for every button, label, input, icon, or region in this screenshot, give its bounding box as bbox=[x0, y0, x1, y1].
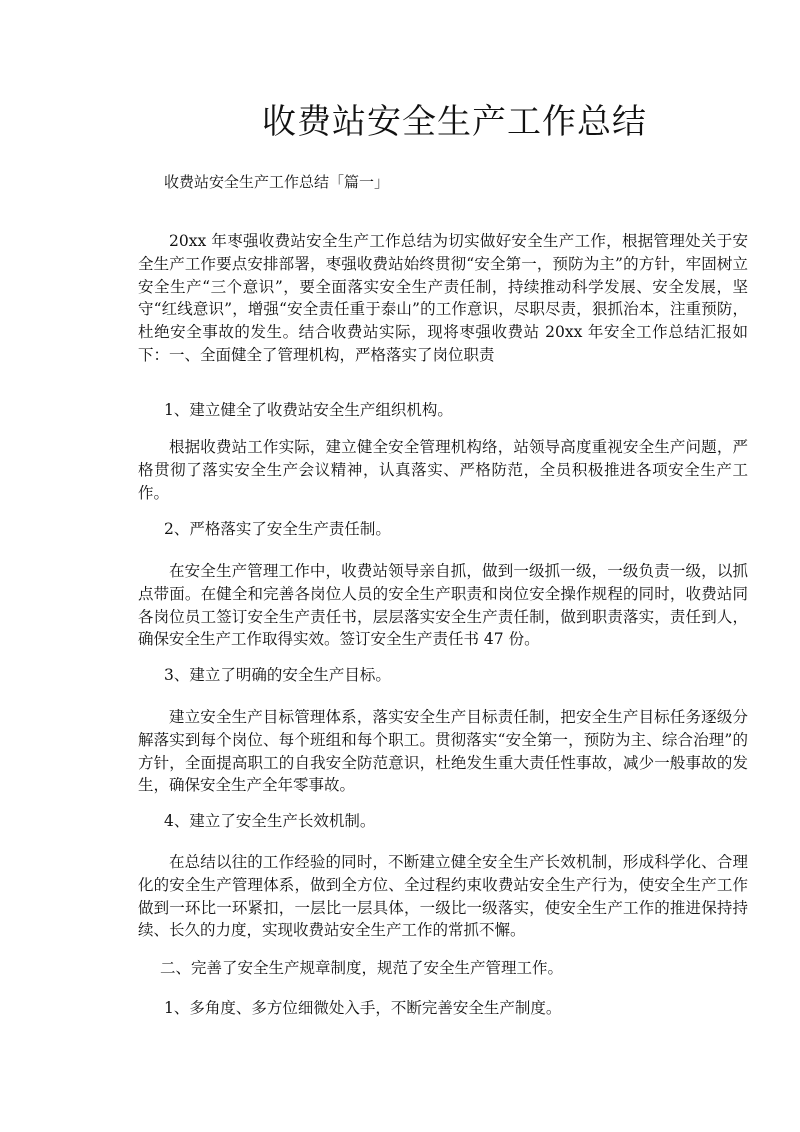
part-2-heading: 二、完善了安全生产规章制度，规范了安全生产管理工作。 bbox=[160, 959, 564, 977]
section-4-body: 在总结以往的工作经验的同时，不断建立健全安全生产长效机制，形成科学化、合理化的安全生产管理体系，做到全方位、全过程约束收费站安全生产行为，使安全生产工作做到一环比一环紧扣，一层比一层具体，一级比一级落实，使安全生产工作的推进保持持续、长久的力度，实现收费站安全生产工作的常抓不懈。 bbox=[138, 853, 748, 940]
section-4-heading: 4、建立了安全生产长效机制。 bbox=[164, 812, 376, 830]
section-3-body: 建立安全生产目标管理体系，落实安全生产目标责任制，把安全生产目标任务逐级分解落实到每个岗位、每个班组和每个职工。贯彻落实“安全第一，预防为主、综合治理”的方针，全面提高职工的自我安全防范意识，杜绝发生重大责任性事故，减少一般事故的发生，确保安全生产全年零事故。 bbox=[138, 708, 748, 795]
section-2-heading: 2、严格落实了安全生产责任制。 bbox=[164, 520, 391, 538]
intro-paragraph: 20xx 年枣强收费站安全生产工作总结为切实做好安全生产工作，根据管理处关于安全生产工作要点安排部署，枣强收费站始终贯彻“安全第一，预防为主”的方针，牢固树立安全生产“三个意识”，要全面落实安全生产责任制，持续推动科学发展、安全发展，坚守“红线意识”，增强“安全责任重于泰山”的工作意识，尽职尽责，狠抓治本，注重预防，杜绝安全事故的发生。结合收费站实际，现将枣强收费站 20xx 年安全工作总结汇报如下：一、全面健全了管理机构，严格落实了岗位职责 bbox=[138, 232, 748, 364]
section-1-heading: 1、建立健全了收费站安全生产组织机构。 bbox=[164, 401, 453, 419]
document-title: 收费站安全生产工作总结 bbox=[262, 102, 647, 142]
document-subtitle: 收费站安全生产工作总结「篇一」 bbox=[164, 173, 390, 191]
section-1-body: 根据收费站工作实际，建立健全安全管理机构络，站领导高度重视安全生产问题，严格贯彻了落实安全生产会议精神，认真落实、严格防范，全员积极推进各项安全生产工作。 bbox=[138, 438, 748, 502]
section-3-heading: 3、建立了明确的安全生产目标。 bbox=[164, 666, 391, 684]
part-2-item-1: 1、多角度、多方位细微处入手，不断完善安全生产制度。 bbox=[164, 999, 562, 1017]
section-2-body: 在安全生产管理工作中，收费站领导亲自抓，做到一级抓一级，一级负责一级，以抓点带面。在健全和完善各岗位人员的安全生产职责和岗位安全操作规程的同时，收费站同各岗位员工签订安全生产责任书，层层落实安全生产责任制，做到职责落实，责任到人，确保安全生产工作取得实效。签订安全生产责任书 47 份。 bbox=[138, 562, 748, 649]
